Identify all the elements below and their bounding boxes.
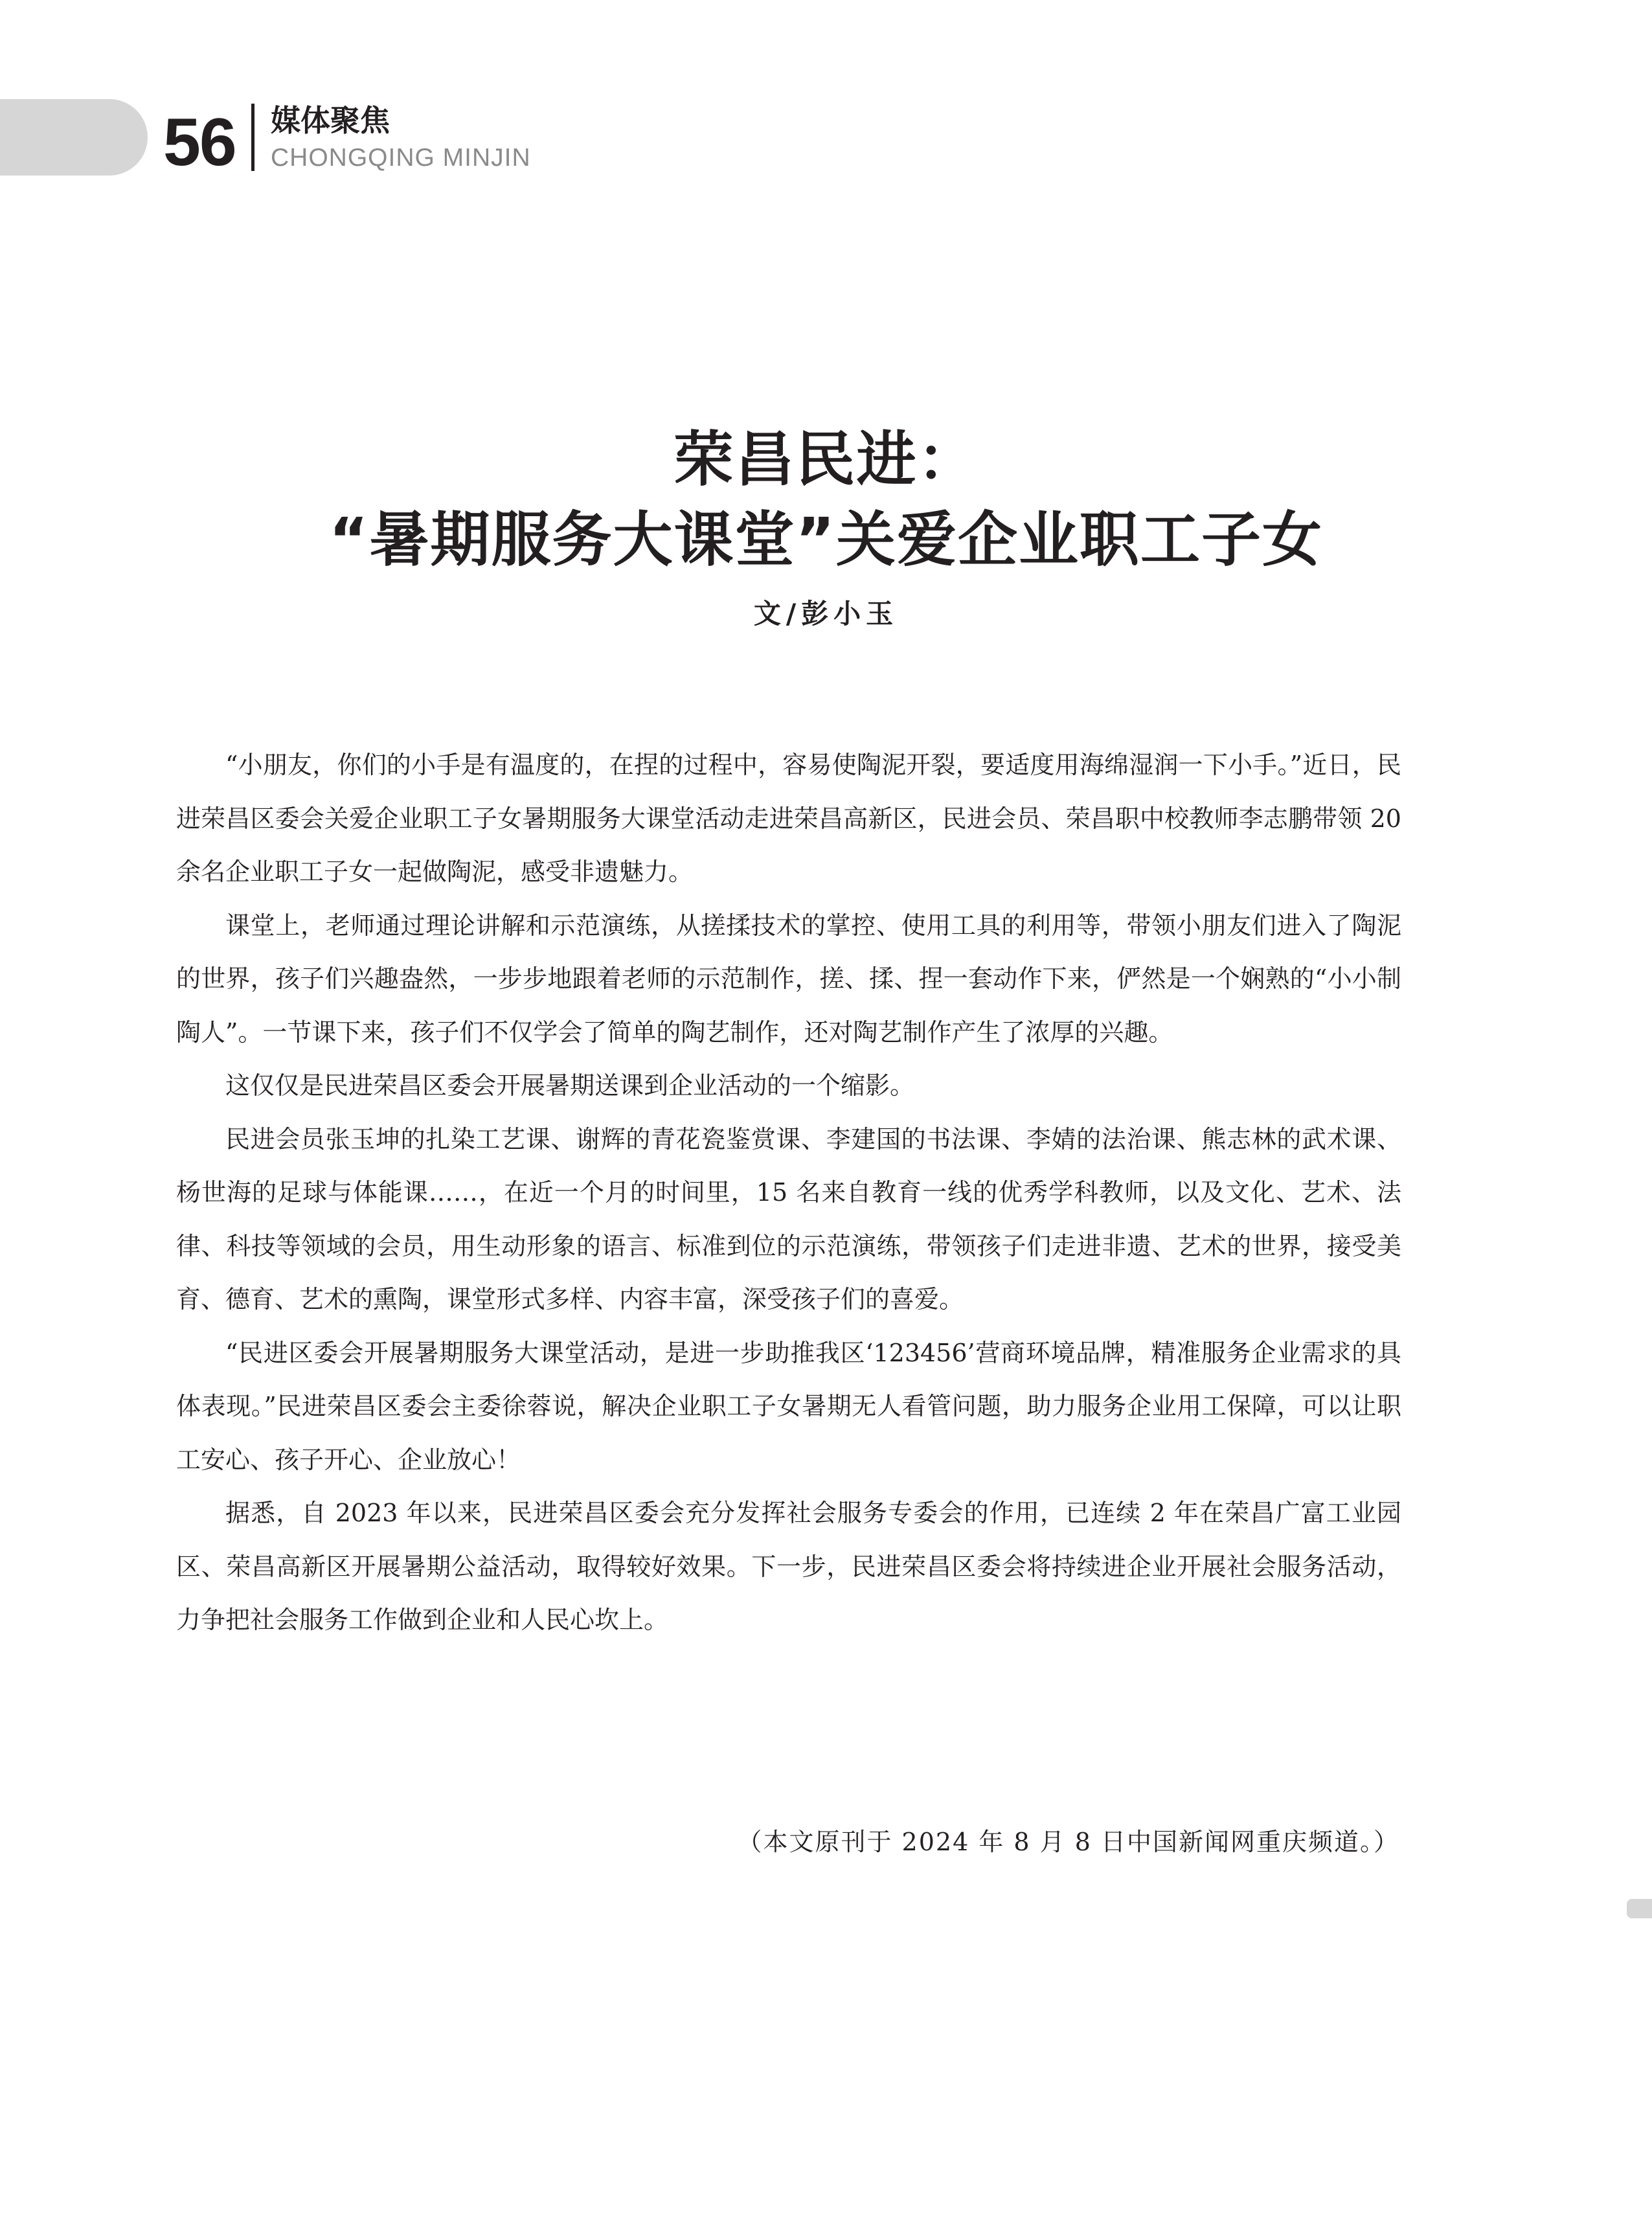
paragraph: “民进区委会开展暑期服务大课堂活动，是进一步助推我区‘123456’营商环境品牌，精准服务企业需求的具体表现。”民进荣昌区委会主委徐蓉说，解决企业职工子女暑期无人看管问题，助力服务企业用工保障，可以让职工安心、孩子开心、企业放心！ <box>176 1338 1401 1474</box>
page-number: 56 <box>163 105 236 180</box>
header-divider <box>251 104 255 171</box>
paragraph: 民进会员张玉坤的扎染工艺课、谢辉的青花瓷鉴赏课、李建国的书法课、李婧的法治课、熊志林的武术课、杨世海的足球与体能课……，在近一个月的时间里，15 名来自教育一线的优秀学科教师，以及文化、艺术、法律、科技等领域的会员，用生动形象的语言、标准到位的示范演练，带领孩子们走进非遗、艺术的世界，接受美育、德育、艺术的熏陶，课堂形式多样、内容丰富，深受孩子们的喜爱。 <box>176 1124 1401 1313</box>
article-byline: 文/彭小玉 <box>753 598 899 630</box>
side-tab-decoration <box>1627 1899 1652 1918</box>
article-title-line-1: 荣昌民进： <box>673 425 979 494</box>
article-body <box>176 738 1401 1647</box>
article-title-line-2: “暑期服务大课堂”关爱企业职工子女 <box>329 505 1323 574</box>
header-tab-decoration <box>0 99 148 176</box>
section-title: 媒体聚焦 <box>271 103 390 138</box>
paragraph: “小朋友，你们的小手是有温度的，在捏的过程中，容易使陶泥开裂，要适度用海绵湿润一下小手。”近日，民进荣昌区委会关爱企业职工子女暑期服务大课堂活动走进荣昌高新区，民进会员、荣昌职中校教师李志鹏带领 20 余名企业职工子女一起做陶泥，感受非遗魅力。 <box>176 751 1401 886</box>
paragraph: 据悉，自 2023 年以来，民进荣昌区委会充分发挥社会服务专委会的作用，已连续 2 年在荣昌广富工业园区、荣昌高新区开展暑期公益活动，取得较好效果。下一步，民进荣昌区委会将持续进企业开展社会服务活动，力争把社会服务工作做到企业和人民心坎上。 <box>176 1499 1401 1634</box>
article-title <box>0 420 1652 580</box>
paragraph: 课堂上，老师通过理论讲解和示范演练，从搓揉技术的掌控、使用工具的利用等，带领小朋友们进入了陶泥的世界，孩子们兴趣盎然，一步步地跟着老师的示范制作，搓、揉、捏一套动作下来，俨然是一个娴熟的“小小制陶人”。一节课下来，孩子们不仅学会了简单的陶艺制作，还对陶艺制作产生了浓厚的兴趣。 <box>176 911 1401 1047</box>
section-subtitle: CHONGQING MINJIN <box>271 144 531 172</box>
paragraph: 这仅仅是民进荣昌区委会开展暑期送课到企业活动的一个缩影。 <box>225 1071 915 1100</box>
source-note: （本文原刊于 2024 年 8 月 8 日中国新闻网重庆频道。） <box>737 1828 1399 1856</box>
